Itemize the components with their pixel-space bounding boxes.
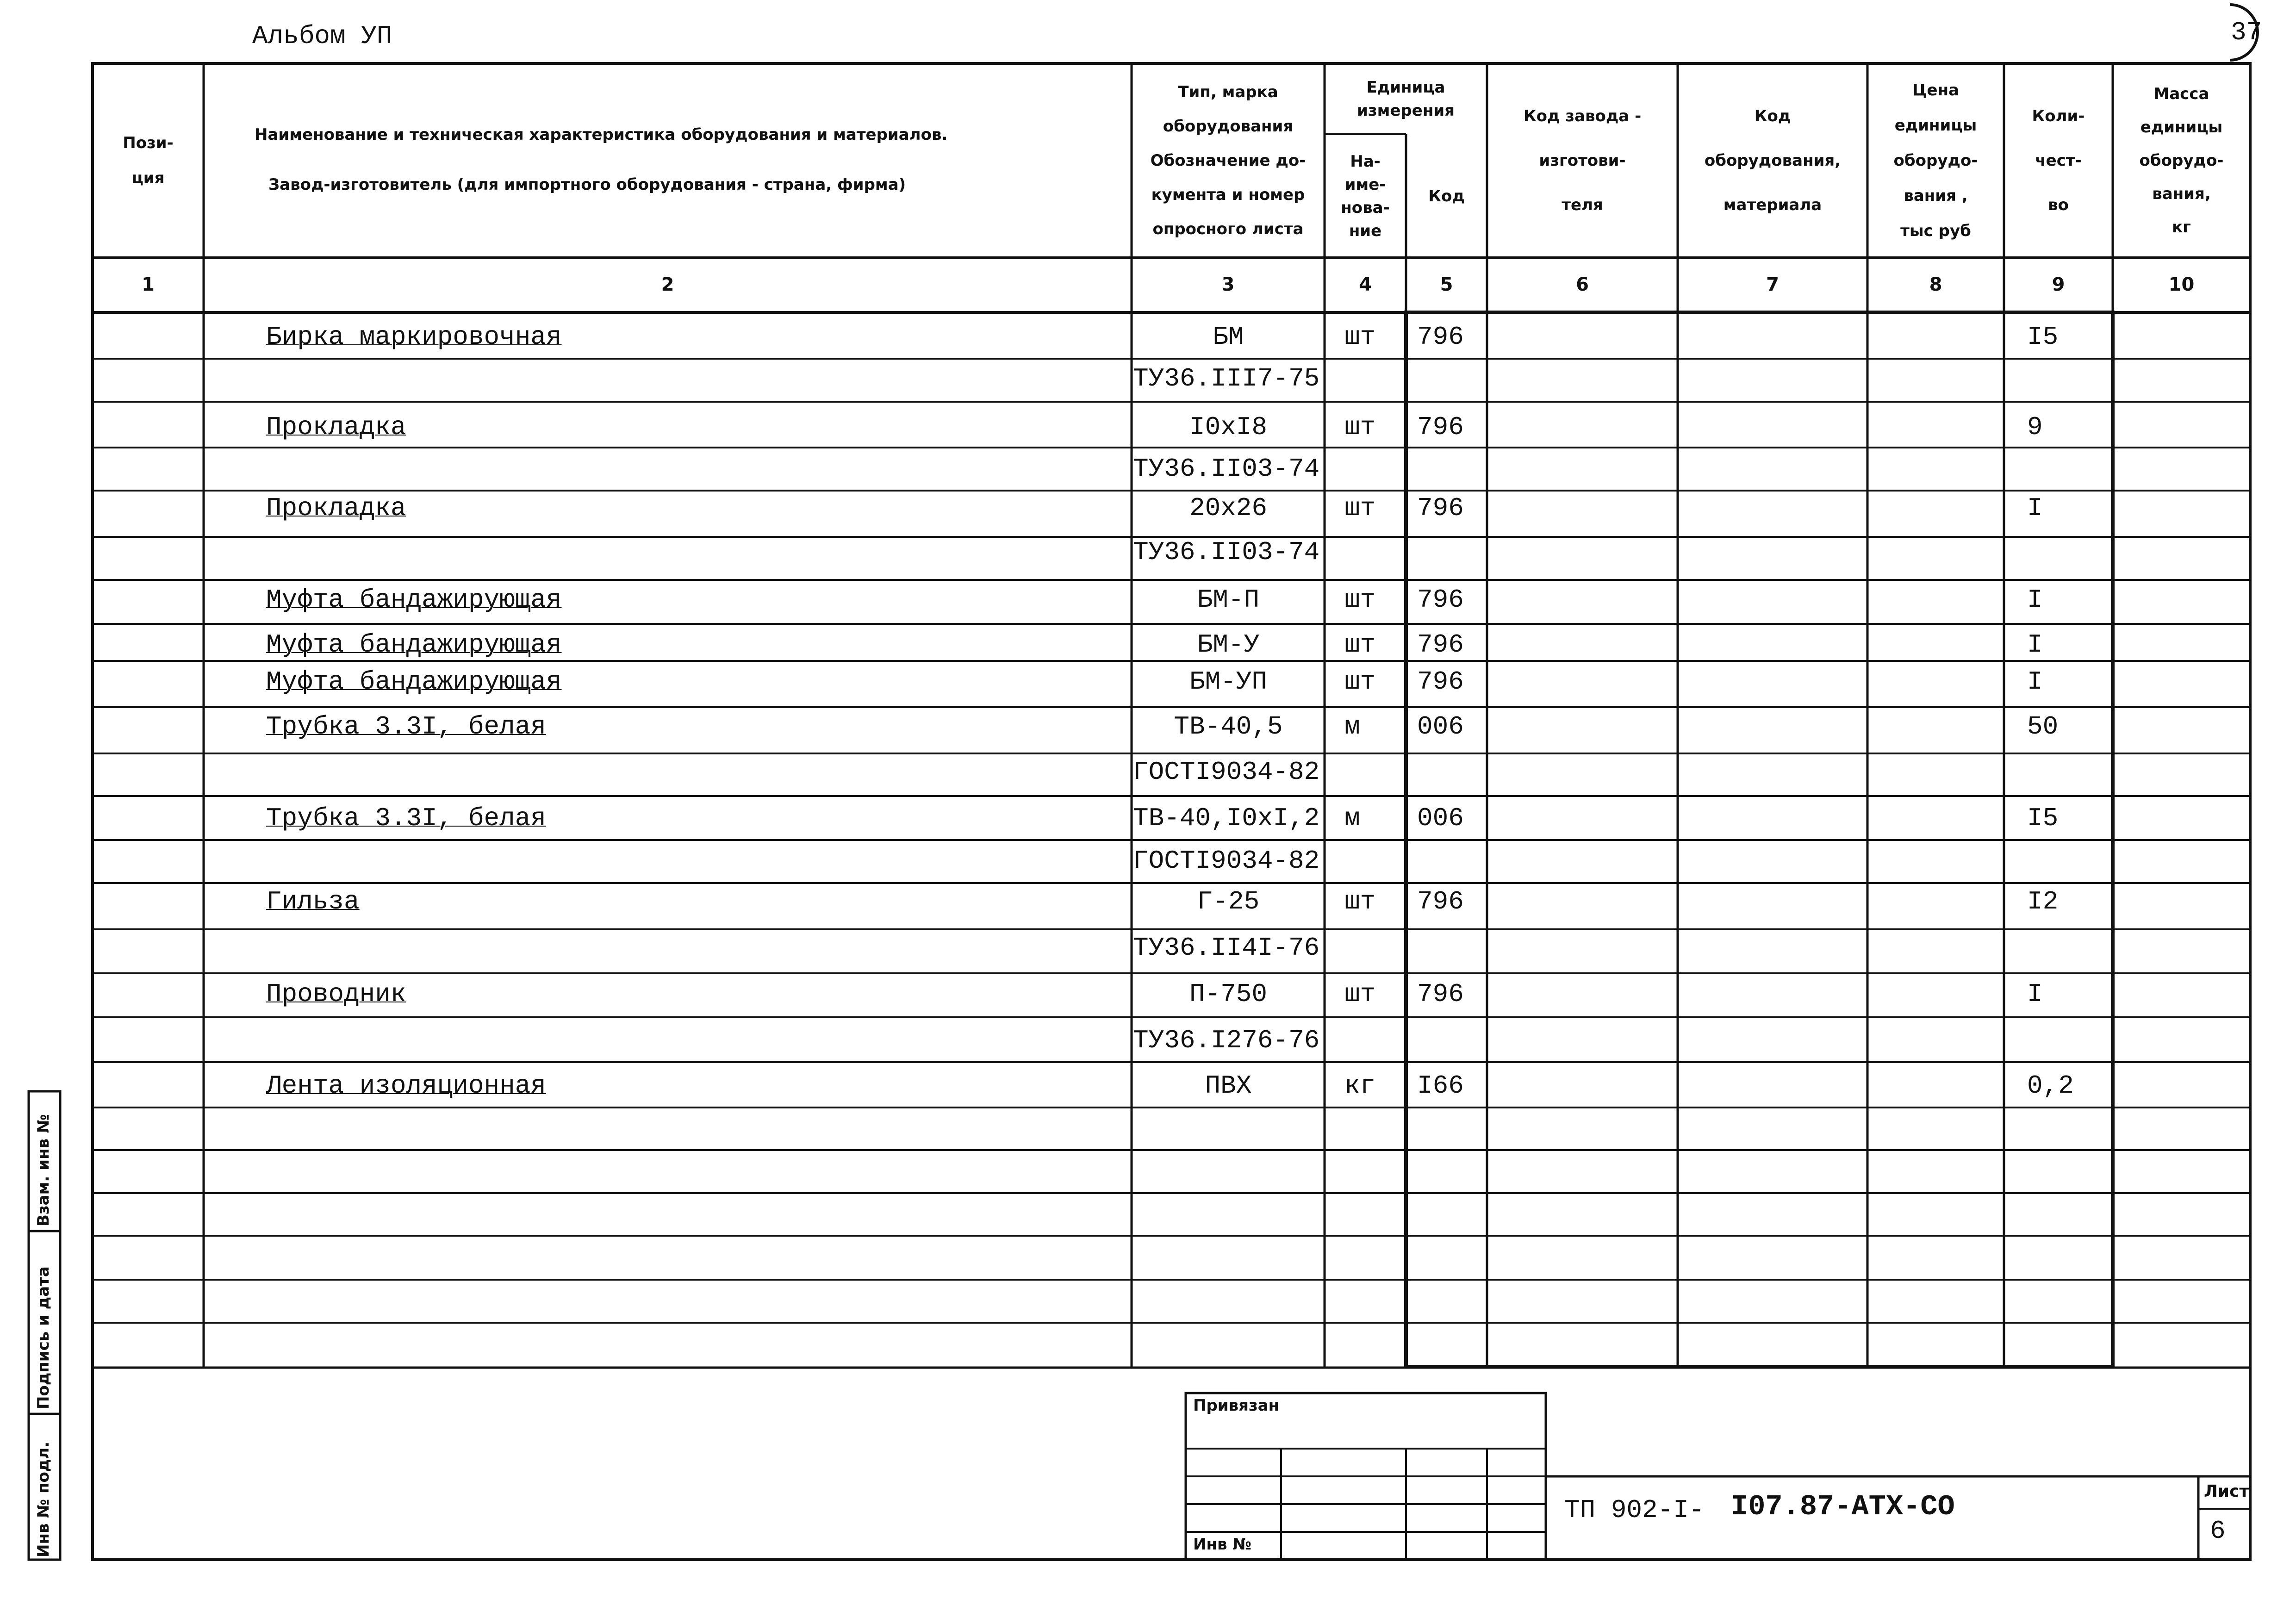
column-number-7: 7 [1766,274,1779,295]
row-name: Трубка 3.3I, белая [266,803,546,833]
row-code: 796 [1417,979,1464,1009]
row-unit: кг [1344,1071,1376,1101]
row-name: Муфта бандажирующая [266,585,562,615]
page-number: 37 [2231,18,2262,47]
doc-code: I07.87-АТХ-СО [1731,1490,1955,1523]
row-quantity: I [2027,585,2043,615]
row-code: 796 [1417,667,1464,697]
row-unit: шт [1344,887,1376,916]
row-unit: шт [1344,412,1376,442]
column-number-10: 10 [2168,274,2195,295]
row-type: БМ-У [1197,630,1260,660]
column-number-3: 3 [1221,274,1235,295]
row-code: 796 [1417,887,1464,916]
column-number-2: 2 [661,274,674,295]
row-unit: шт [1344,979,1376,1009]
row-unit: м [1344,803,1360,833]
row-quantity: I5 [2027,803,2059,833]
row-code: 006 [1417,803,1464,833]
row-type: ТВ-40,I0xI,2 [1133,803,1320,833]
row-code: 796 [1417,585,1464,615]
column-number-6: 6 [1576,274,1589,295]
row-quantity: I [2027,667,2043,697]
row-type: ГОСТI9034-82 [1133,757,1320,787]
row-name: Лента изоляционная [266,1071,546,1101]
row-unit: шт [1344,493,1376,523]
row-code: I66 [1417,1071,1464,1101]
row-name: Муфта бандажирующая [266,667,562,697]
column-number-1: 1 [142,274,155,295]
stamp-privyazan: Привязан [1193,1396,1280,1415]
album-label: Альбом УП [252,21,392,51]
stamp-inv-no: Инв № [1193,1535,1252,1554]
row-type: ТУ36.II03-74 [1133,537,1320,567]
row-unit: шт [1344,322,1376,352]
side-label-vzam: Взам. инв № [34,1114,53,1226]
row-type: ПВХ [1205,1071,1252,1101]
row-name: Прокладка [266,493,406,523]
row-quantity: I [2027,979,2043,1009]
header-position: Пози- ция [123,134,174,187]
row-quantity: I2 [2027,887,2059,916]
row-type: ГОСТI9034-82 [1133,846,1320,876]
column-number-8: 8 [1929,274,1942,295]
row-name: Гильза [266,887,360,916]
row-type: ТУ36.II03-74 [1133,454,1320,484]
sheet-number: 6 [2210,1516,2226,1546]
header-price: Цена единицы оборудо- вания , тыс руб [1893,81,1978,240]
row-type: БМ [1213,322,1244,352]
header-unit-name: На- име- нова- ние [1341,152,1390,240]
column-number-4: 4 [1359,274,1372,295]
row-unit: шт [1344,630,1376,660]
row-quantity: 50 [2027,712,2059,741]
row-code: 796 [1417,322,1464,352]
row-name: Проводник [266,979,406,1009]
row-quantity: I [2027,630,2043,660]
column-number-5: 5 [1440,274,1453,295]
column-number-9: 9 [2052,274,2065,295]
side-label-podpis: Подпись и дата [34,1266,53,1409]
row-unit: м [1344,712,1360,741]
header-mass: Масса единицы оборудо- вания, кг [2139,85,2224,236]
row-type: БМ-УП [1189,667,1268,697]
row-type: ТВ-40,5 [1174,712,1283,741]
row-code: 796 [1417,493,1464,523]
row-type: 20x26 [1189,493,1268,523]
side-label-inv: Инв № подл. [34,1441,53,1557]
header-quantity: Коли- чест- во [2032,107,2085,214]
header-factory-code: Код завода - изготови- теля [1523,107,1642,214]
row-quantity: I [2027,493,2043,523]
row-unit: шт [1344,667,1376,697]
row-type: ТУ36.II4I-76 [1133,933,1320,963]
row-type: ТУ36.III7-75 [1133,364,1320,393]
row-quantity: 9 [2027,412,2043,442]
row-name: Муфта бандажирующая [266,630,562,660]
row-code: 796 [1417,630,1464,660]
row-type: Г-25 [1197,887,1260,916]
row-code: 006 [1417,712,1464,741]
row-quantity: I5 [2027,322,2059,352]
row-quantity: 0,2 [2027,1071,2074,1101]
row-type: I0xI8 [1189,412,1268,442]
row-type: БМ-П [1197,585,1260,615]
header-unit-code: Код [1428,187,1465,205]
header-equipment-code: Код оборудования, материала [1704,107,1841,214]
header-unit-group: Единица измерения [1357,78,1455,120]
row-type: П-750 [1189,979,1268,1009]
row-type: ТУ36.I276-76 [1133,1026,1320,1055]
doc-code-prefix: ТП 902-I- [1564,1495,1705,1525]
header-type: Тип, марка оборудования Обозначение до- кумента и номер опросного листа [1150,83,1306,238]
row-code: 796 [1417,412,1464,442]
sheet-label: Лист [2204,1482,2249,1501]
row-name: Прокладка [266,412,406,442]
row-name: Бирка маркировочная [266,322,562,352]
header-name: Наименование и техническая характеристика оборудования и материалов. Завод-изготовитель (для импортного оборудования - страна, фирма) [255,125,948,194]
row-unit: шт [1344,585,1376,615]
row-name: Трубка 3.3I, белая [266,712,546,741]
